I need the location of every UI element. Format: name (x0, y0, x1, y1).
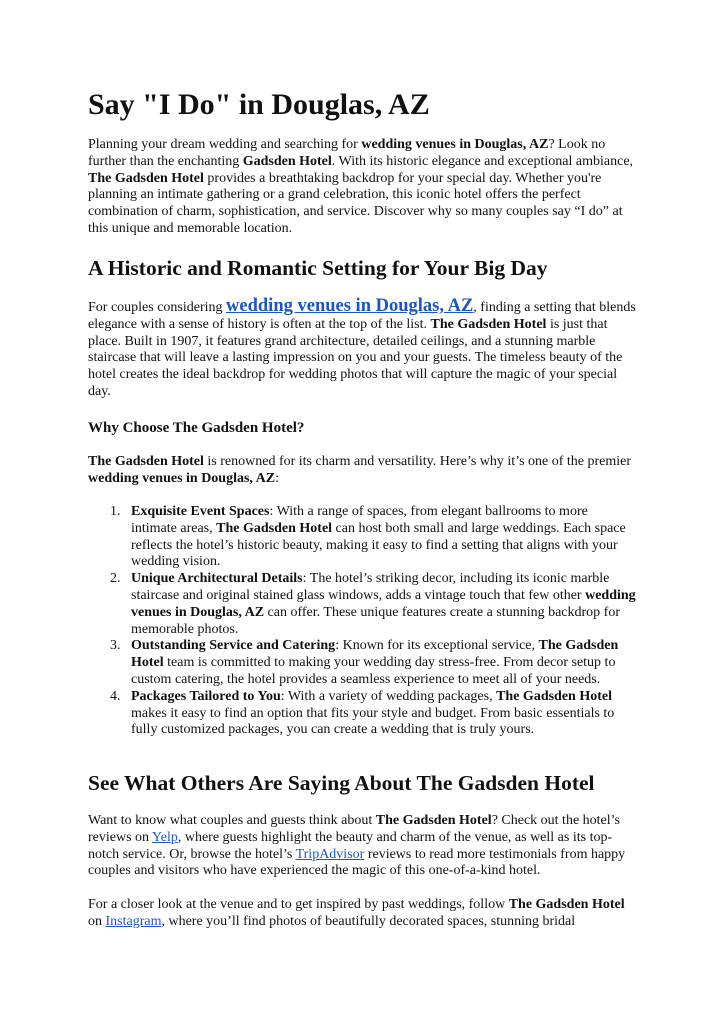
list-number: 1. (110, 504, 121, 519)
list-item (88, 571, 636, 638)
reviews-text: Want to know what couples and guests think about (88, 813, 376, 828)
why-text: : (275, 470, 279, 486)
wedding-venues-link[interactable]: wedding venues in Douglas, AZ (226, 296, 474, 316)
intro-bold: wedding venues in Douglas, AZ (361, 137, 549, 152)
list-item-text: : With a range of spaces, from elegant ballrooms to more intimate areas, (131, 504, 588, 536)
section-heading-historic: A Historic and Romantic Setting for Your Big Day (88, 256, 548, 280)
list-item-bold: wedding venues in Douglas, AZ (131, 587, 636, 620)
list-item-text: : The hotel’s striking decor, including its iconic marble staircase and original stained glass windows, adds a vintage touch that few other (131, 571, 610, 603)
list-item-text: can offer. These unique features create a stunning backdrop for memorable photos. (131, 604, 620, 637)
intro-paragraph (88, 137, 636, 238)
reviews-bold: The Gadsden Hotel (375, 813, 492, 828)
why-paragraph (88, 454, 636, 488)
why-bold: wedding venues in Douglas, AZ (88, 470, 276, 486)
list-number: 2. (110, 571, 121, 587)
reasons-list (88, 504, 636, 739)
section-heading-reviews: See What Others Are Saying About The Gadsden Hotel (88, 771, 595, 795)
list-item (88, 638, 636, 688)
intro-text: Planning your dream wedding and searching for (88, 137, 362, 152)
list-item-title: Outstanding Service and Catering (131, 638, 336, 654)
instagram-paragraph (88, 897, 636, 931)
reviews-text: reviews to read more testimonials from happy couples and visitors who have experienced the magic of this one-of-a-kind hotel. (88, 846, 626, 879)
instagram-link[interactable]: Instagram (105, 913, 162, 929)
instagram-text: , where you’ll find photos of beautifully decorated spaces, stunning bridal (161, 913, 576, 929)
intro-text: ? Look no further than the enchanting (88, 137, 606, 169)
historic-text: , finding a setting that blends elegance with a sense of history is often at the top of the list. (88, 300, 636, 332)
intro-text: provides a breathtaking backdrop for your special day. Whether you're planning an intimate gathering or a grand celebration, this iconic hotel offers the perfect combination of charm, sophistication, and service. Discover why so many couples say “I do” at this unique and memorable location. (88, 170, 623, 236)
instagram-bold: The Gadsden Hotel (508, 897, 625, 912)
list-item-title: Unique Architectural Details (131, 571, 303, 587)
list-number: 3. (110, 638, 121, 654)
subheading-why-choose: Why Choose The Gadsden Hotel? (88, 420, 305, 436)
intro-text: . With its historic elegance and exceptional ambiance, (331, 153, 634, 169)
list-item (88, 689, 636, 739)
list-item-text: : With a variety of wedding packages, (280, 688, 497, 704)
reviews-paragraph (88, 813, 636, 880)
intro-bold: The Gadsden Hotel (88, 170, 204, 186)
list-number: 4. (110, 688, 121, 704)
list-item-text: makes it easy to find an option that fits your style and budget. From basic essentials to fully customized packages, you can create a wedding that is truly yours. (131, 705, 615, 738)
intro-bold: Gadsden Hotel (242, 153, 332, 169)
list-item-text: can host both small and large weddings. Each space reflects the hotel’s historic beauty, making it easy to find a setting that aligns with your wedding vision. (131, 520, 626, 570)
page-title: Say "I Do" in Douglas, AZ (88, 88, 430, 121)
why-text: is renowned for its charm and versatility. Here’s why it’s one of the premier (203, 454, 632, 469)
list-item-bold: The Gadsden Hotel (131, 638, 619, 671)
instagram-text: on (88, 913, 106, 929)
instagram-text: For a closer look at the venue and to get inspired by past weddings, follow (88, 897, 509, 912)
historic-paragraph (88, 298, 636, 401)
reviews-text: , where guests highlight the beauty and charm of the venue, as well as its top-notch service. Or, browse the hotel’s (88, 829, 613, 862)
list-item-title: Packages Tailored to You (131, 688, 281, 704)
list-item-bold: The Gadsden Hotel (216, 520, 333, 536)
why-bold: The Gadsden Hotel (88, 454, 204, 469)
reviews-text: ? Check out the hotel’s reviews on (88, 813, 620, 845)
list-item-title: Exquisite Event Spaces (131, 504, 270, 519)
list-item-text: : Known for its exceptional service, (335, 638, 539, 654)
list-item (88, 504, 636, 571)
historic-text: For couples considering (88, 300, 227, 315)
list-item-text: team is committed to making your wedding day stress-free. From decor setup to custom catering, the hotel provides a seamless experience to meet all of your needs. (131, 655, 616, 687)
list-item-bold: The Gadsden Hotel (496, 688, 612, 704)
yelp-link[interactable]: Yelp (152, 829, 178, 845)
tripadvisor-link[interactable]: TripAdvisor (295, 846, 365, 862)
historic-text: is just that place. Built in 1907, it features grand architecture, detailed ceilings, and a stunning marble staircase that will leave a lasting impression on you and your guests. The timeless beauty of the hotel creates the ideal backdrop for wedding photos that will capture the magic of your special day. (88, 316, 623, 399)
historic-bold: The Gadsden Hotel (430, 316, 547, 332)
